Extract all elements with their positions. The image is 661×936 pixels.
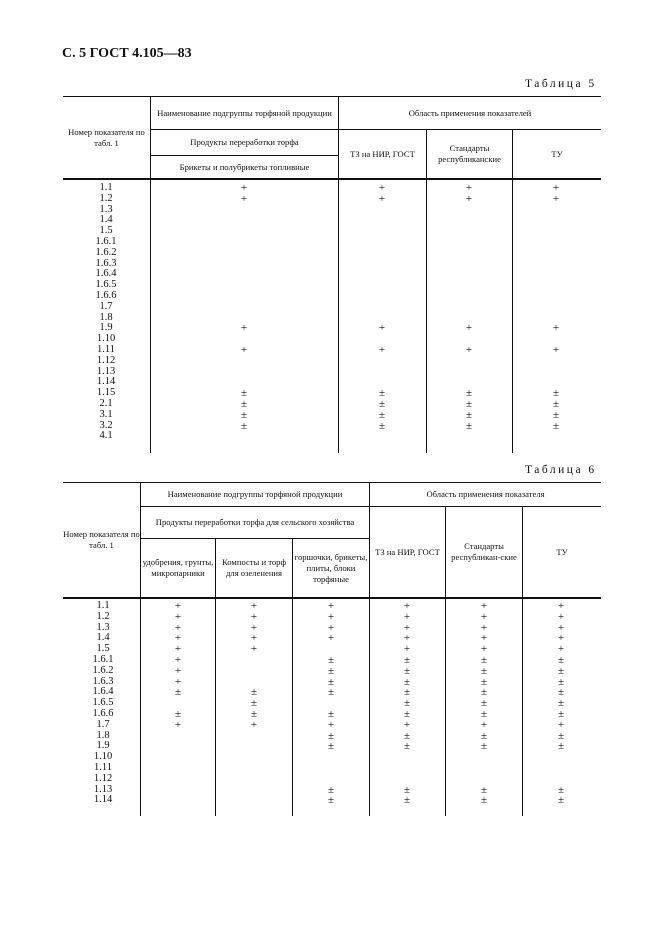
table5-row-number: 1.6.4 (95, 268, 117, 280)
table6-mark: ± (403, 740, 411, 753)
table5-row-number: 4.1 (99, 430, 113, 442)
table5-mark: + (465, 192, 473, 205)
table6-mark: + (174, 621, 182, 634)
table6-mark: ± (174, 708, 182, 720)
table6-mark: + (250, 643, 258, 656)
table6-row-number: 1.12 (93, 772, 113, 784)
table6-mark: ± (327, 740, 335, 753)
table6-group-sub: Продукты переработки торфа для сельского хозяйства (155, 517, 355, 527)
table6-row-number: 1.3 (96, 621, 110, 633)
table5-mark: ± (240, 419, 248, 432)
table6-mark: + (403, 643, 411, 656)
table6-mark: ± (403, 686, 411, 699)
table6-sub-col-3: горшочки, брикеты, плиты, блоки торфяные (294, 551, 368, 584)
table6-mark: + (174, 675, 182, 688)
table6-mark: ± (480, 729, 488, 742)
table6-mark: ± (250, 686, 258, 699)
table5-row-number: 2.1 (99, 398, 113, 409)
table6-mark: + (250, 610, 258, 623)
table5-mark: ± (552, 408, 560, 421)
table6-row-number: 1.7 (96, 718, 110, 730)
table5-mark: + (378, 182, 386, 194)
table6-mark: + (403, 621, 411, 634)
table5-area-header: Область применения показателей (408, 107, 532, 118)
table5-mark: + (465, 344, 473, 356)
table6-mark: ± (557, 675, 565, 688)
table5-mark: ± (378, 387, 386, 400)
table5-mark: ± (240, 387, 248, 400)
table5-row-number: 1.6.6 (95, 290, 117, 301)
table6-mark: ± (480, 740, 488, 753)
table6-row-number: 1.14 (93, 794, 113, 806)
table6-mark: ± (480, 783, 488, 796)
table6-mark: + (327, 632, 335, 645)
table6-mark: ± (327, 708, 335, 720)
table6-area-col-1: ТЗ на НИР, ГОСТ (375, 546, 440, 557)
table6-group-header: Наименование подгруппы торфяной продукции (167, 489, 343, 499)
table5-mark: ± (240, 398, 248, 410)
table6-row-number: 1.10 (93, 751, 113, 763)
table5-row-number: 1.13 (96, 365, 116, 377)
table6-mark: ± (250, 697, 258, 710)
table6-area-col-2: Стандарты республикан-ские (451, 541, 517, 562)
table5-area-col-1: ТЗ на НИР, ГОСТ (350, 148, 415, 159)
table5-group-sub2: Брикеты и полубрикеты топливные (179, 161, 310, 172)
table5-mark: + (378, 322, 386, 335)
table6-mark: ± (557, 686, 565, 699)
table6-head-rule (63, 597, 601, 599)
table5-mark: + (378, 192, 386, 205)
table6-mark: + (174, 664, 182, 677)
table6-mark: ± (327, 794, 335, 807)
table6-mark: + (327, 610, 335, 623)
table6-row-number: 1.6.6 (92, 708, 114, 719)
table5-mark: + (552, 192, 560, 205)
table6-mark: + (174, 718, 182, 731)
table6-mark: + (480, 600, 488, 612)
table5-row-number: 1.7 (99, 300, 113, 312)
table6-mark: + (174, 610, 182, 623)
table6-mark: + (174, 600, 182, 612)
table6-mark: + (480, 643, 488, 656)
table6-mark: + (557, 600, 565, 612)
table5-mark: + (552, 322, 560, 335)
table6-mark: ± (557, 740, 565, 753)
table6-mark: ± (327, 664, 335, 677)
table6-row-number: 1.5 (96, 643, 110, 655)
table6-mark: + (174, 654, 182, 666)
table6-mark: + (250, 600, 258, 612)
table6-row-number: 1.1 (96, 600, 110, 611)
table6-mark: + (557, 610, 565, 623)
table5-mark: + (378, 344, 386, 356)
table5-mark: + (465, 322, 473, 335)
table6-row-number: 1.13 (93, 783, 113, 795)
table6-mark: + (480, 718, 488, 731)
table6-mark: + (557, 621, 565, 634)
table5-mark: ± (465, 419, 473, 432)
table5-head-rule (63, 178, 601, 180)
table5-row-number: 1.6.3 (95, 257, 117, 269)
table6-mark: ± (480, 697, 488, 710)
table5-row-number: 1.14 (96, 376, 116, 388)
table5-mark: + (465, 182, 473, 194)
table6-row-number: 1.9 (96, 740, 110, 752)
table6-sub-col-2: Компосты и торф для озеленения (221, 557, 287, 578)
table5-mark: + (552, 344, 560, 356)
table6-mark: ± (557, 664, 565, 677)
table6-caption: Таблица 6 (525, 464, 597, 476)
table5-mark: ± (378, 419, 386, 432)
table6-mark: ± (327, 729, 335, 742)
table6-mark: + (480, 610, 488, 623)
table6-mark: ± (403, 708, 411, 720)
table6-mark: ± (403, 664, 411, 677)
table6-mark: + (403, 632, 411, 645)
table6-mark: + (327, 621, 335, 634)
table5-row-number: 1.8 (99, 311, 113, 323)
table6-mark: ± (327, 686, 335, 699)
table6-mark: ± (403, 675, 411, 688)
table5-row-number: 1.15 (96, 387, 116, 399)
table5-mark: + (240, 344, 248, 356)
table6-mark: ± (480, 664, 488, 677)
table6-mark: ± (250, 708, 258, 720)
table5-mark: ± (552, 419, 560, 432)
table6-mark: + (327, 718, 335, 731)
table5-row-number: 1.10 (96, 333, 116, 345)
table5-row-number: 1.3 (99, 203, 113, 215)
table6-mark: + (557, 643, 565, 656)
table5-group-sub1: Продукты переработки торфа (190, 137, 299, 147)
table5-row-number: 3.2 (99, 419, 113, 431)
table5-area-col-3: ТУ (551, 148, 563, 159)
table6-mark: + (403, 718, 411, 731)
table6-mark: ± (557, 783, 565, 796)
table6-mark: ± (557, 729, 565, 742)
table5-group-header: Наименование подгруппы торфяной продукции (157, 107, 332, 118)
table5-row-number: 3.1 (99, 408, 113, 420)
table6-mark: + (250, 632, 258, 645)
table6-mark: ± (480, 794, 488, 807)
table5-mark: + (240, 192, 248, 205)
table5-mark: ± (465, 408, 473, 421)
table6-mark: ± (403, 654, 411, 666)
table6-mark: ± (327, 654, 335, 666)
table5-mark: + (240, 182, 248, 194)
table5-mark: ± (465, 387, 473, 400)
table5-row-number: 1.12 (96, 354, 116, 366)
table6-row-number: 1.4 (96, 632, 110, 644)
table5-area-col-2: Стандарты республиканские (438, 143, 501, 164)
table6-mark: ± (557, 708, 565, 720)
table6-row-number: 1.6.4 (92, 686, 114, 698)
page-header: С. 5 ГОСТ 4.105—83 (62, 46, 192, 61)
table6-row-number: 1.6.3 (92, 675, 114, 687)
table5-mark: ± (552, 398, 560, 410)
table5-mark: + (552, 182, 560, 194)
table6-col0-header: Номер показателя по табл. 1 (63, 529, 140, 550)
table6-row-number: 1.6.2 (92, 664, 114, 676)
table6-row-number: 1.8 (96, 729, 110, 741)
table5-row-number: 1.6.1 (95, 236, 117, 247)
table6-mark: + (174, 643, 182, 656)
table6-mark: ± (480, 675, 488, 688)
table5-row-number: 1.4 (99, 214, 113, 226)
table5-mark: ± (378, 398, 386, 410)
table6-mark: ± (327, 675, 335, 688)
table6-mark: + (250, 718, 258, 731)
table6-row-number: 1.11 (94, 762, 112, 773)
table6-mark: + (480, 621, 488, 634)
table6-mark: ± (403, 729, 411, 742)
table5-col0-header: Номер показателя по табл. 1 (68, 126, 145, 148)
table6-mark: ± (403, 697, 411, 710)
table6-mark: + (250, 621, 258, 634)
table5-row-number: 1.9 (99, 322, 113, 334)
table5-mark: + (240, 322, 248, 335)
table6-mark: + (403, 600, 411, 612)
table6-mark: + (174, 632, 182, 645)
table6-mark: ± (480, 708, 488, 720)
table6-row-number: 1.2 (96, 610, 110, 622)
table6-mark: + (403, 610, 411, 623)
table5-row-number: 1.1 (99, 182, 113, 193)
table5-mark: ± (240, 408, 248, 421)
table5-row-number: 1.6.2 (95, 246, 117, 258)
table6-mark: ± (557, 654, 565, 666)
table6-mark: ± (174, 686, 182, 699)
table6-mark: + (557, 718, 565, 731)
table6-mark: + (480, 632, 488, 645)
table6-row-number: 1.6.5 (92, 697, 114, 709)
table5-row-number: 1.11 (97, 344, 115, 355)
table6-area-col-3: ТУ (556, 546, 568, 557)
table6-row-number: 1.6.1 (92, 654, 114, 665)
table6-mark: ± (557, 794, 565, 807)
table6-mark: ± (327, 783, 335, 796)
table6-mark: ± (480, 654, 488, 666)
table6-mark: ± (480, 686, 488, 699)
table5-row-number: 1.2 (99, 192, 113, 204)
table6-mark: ± (403, 794, 411, 807)
table6-mark: ± (557, 697, 565, 710)
table6-mark: + (327, 600, 335, 612)
table6-mark: ± (403, 783, 411, 796)
table6-area-header: Область применения показателя (426, 489, 545, 499)
table5-mark: ± (465, 398, 473, 410)
table5-mark: ± (378, 408, 386, 421)
table5-mark: ± (552, 387, 560, 400)
table5-row-number: 1.6.5 (95, 279, 117, 291)
table5-row-number: 1.5 (99, 225, 113, 237)
table6-sub-col-1: удобрения, грунты, микропарники (142, 557, 214, 578)
table6-mark: + (557, 632, 565, 645)
table5-caption: Таблица 5 (525, 78, 597, 90)
